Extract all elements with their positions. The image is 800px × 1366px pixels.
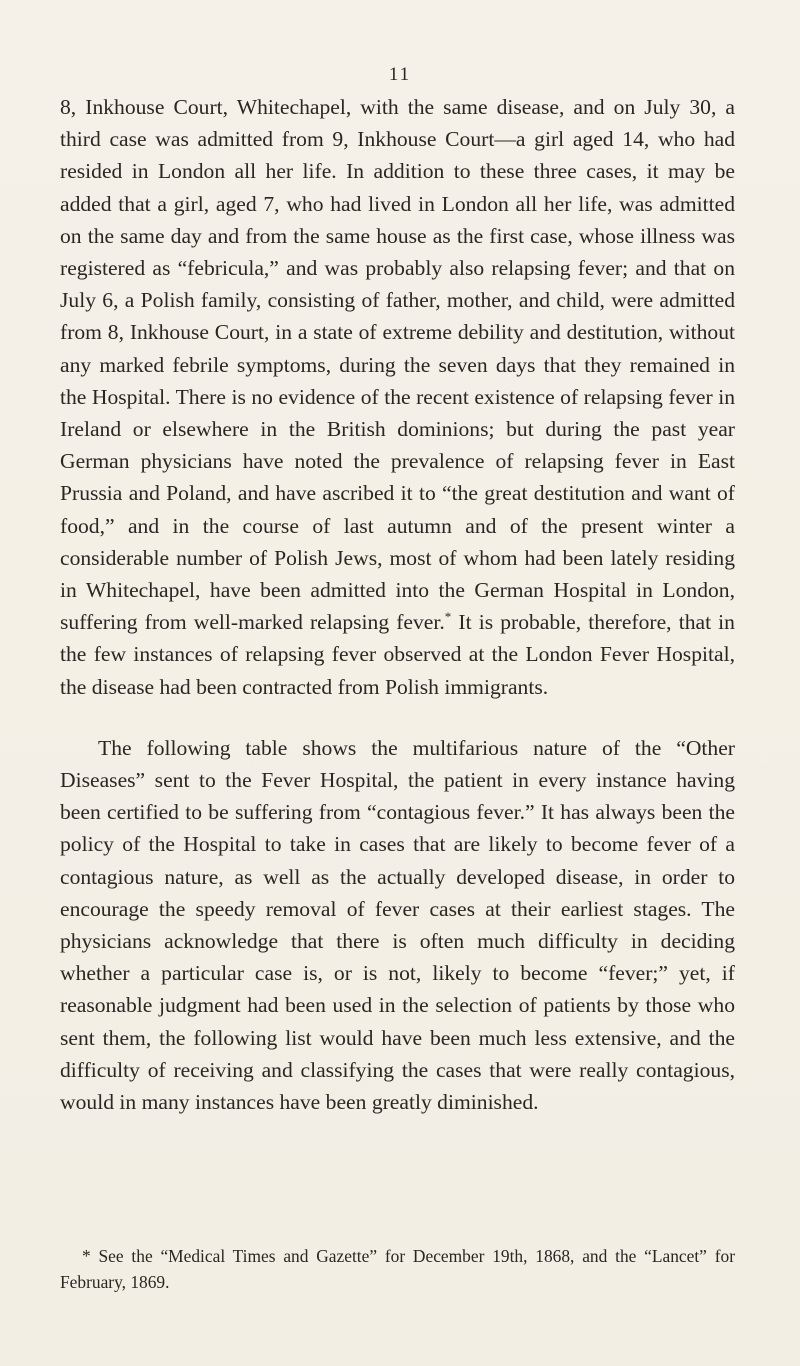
paragraph-1	[60, 91, 735, 703]
footnote-reference-mark: *	[444, 609, 452, 625]
paragraph-1-text: 8, Inkhouse Court, Whitechapel, with the same disease, and on July 30, a third case was admitted from 9, Inkhouse Court—a girl aged 14, who had resided in London all her life. In addition to these three cases, it may be added that a girl, aged 7, who had lived in London all her life, was admitted on the same day and from the same house as the first case, whose illness was registered as “febricula,” and was probably also relapsing fever; and that on July 6, a Polish family, consisting of father, mother, and child, were admitted from 8, Inkhouse Court, in a state of extreme debility and destitution, without any marked febrile symptoms, during the seven days that they remained in the Hospital. There is no evidence of the recent existence of relapsing fever in Ireland or elsewhere in the British dominions; but during the past year German physicians have noted the prevalence of relapsing fever in East Prussia and Poland, and have ascribed it to “the great destitution and want of food,” and in the course of last autumn and of the present winter a considerable number of Polish Jews, most of whom had been lately residing in Whitechapel, have been admitted into the German Hospital in London, suffering from well-marked relapsing fever.	[60, 95, 735, 635]
footnote: * See the “Medical Times and Gazette” for December 19th, 1868, and the “Lancet” for February, 1869.	[60, 1246, 735, 1292]
page-number: 11	[388, 64, 412, 85]
paragraph-2: The following table shows the multifarious nature of the “Other Diseases” sent to the Fever Hospital, the patient in every instance having been certified to be suffering from “contagious fever.” It has always been the policy of the Hospital to take in cases that are likely to become fever of a contagious nature, as well as the actually developed disease, in order to encourage the speedy removal of fever cases at their earliest stages. The physicians acknowledge that there is often much difficulty in deciding whether a particular case is, or is not, likely to become “fever;” yet, if reasonable judgment had been used in the selection of patients by those who sent them, the following list would have been much less extensive, and the difficulty of receiving and classifying the cases that were really contagious, would in many instances have been greatly diminished.	[60, 735, 735, 1115]
body-text	[60, 91, 735, 1118]
paragraph-1-continuation: It is probable, therefore, that in the few instances of relapsing fever observed at the London Fever Hospital, the disease had been contracted from Polish immigrants.	[60, 610, 735, 699]
